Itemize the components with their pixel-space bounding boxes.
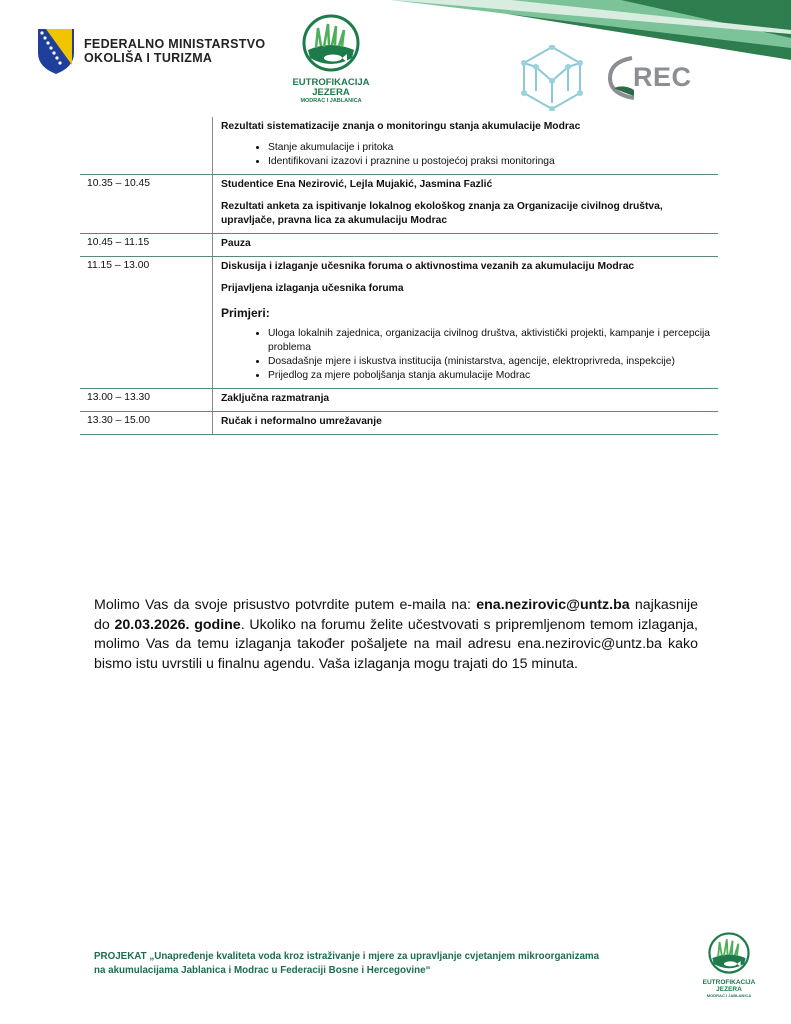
table-row	[80, 389, 718, 412]
agenda-title: Ručak i neformalno umrežavanje	[221, 416, 382, 427]
agenda-bullet-list	[221, 141, 710, 169]
rec-logo	[606, 54, 692, 100]
agenda-subtitle: Rezultati sistematizacije znanja o monitoringu stanja akumulacije Modrac	[221, 121, 581, 132]
agenda-time	[80, 117, 213, 175]
footer-project-line2: na akumulacijama Jablanica i Modrac u Federaciji Bosne i Hercegovine“	[94, 964, 431, 976]
agenda-content	[213, 412, 719, 435]
umf-network-logo-icon	[520, 45, 584, 111]
agenda-table	[80, 117, 718, 435]
ministry-name-line2: OKOLIŠA I TURIZMA	[84, 51, 213, 65]
rec-logo-text: REC	[633, 61, 692, 92]
agenda-subtitle: Rezultati anketa za ispitivanje lokalnog ekološkog znanja za Organizacije civilnog društva, upravljače, pravna lica za akumulaciju Modrac	[221, 201, 663, 226]
agenda-title: Studentice Ena Nezirović, Lejla Mujakić, Jasmina Fazlić	[221, 179, 493, 190]
table-row	[80, 412, 718, 435]
agenda-time: 10.35 – 10.45	[80, 175, 213, 234]
footer-project-logo	[697, 932, 761, 998]
list-item: • Stanje akumulacije i pritoka	[268, 141, 710, 155]
confirmation-text-2: najkasnije do	[94, 597, 698, 633]
confirmation-deadline: 20.03.2026. godine	[114, 616, 241, 633]
list-item: • Prijedlog za mjere poboljšanja stanja akumulacije Modrac	[268, 369, 710, 383]
project-logo-line1: EUTROFIKACIJA	[292, 77, 370, 88]
agenda-content	[213, 257, 719, 389]
agenda-time: 10.45 – 11.15	[80, 234, 213, 257]
list-item: • Uloga lokalnih zajednica, organizacija civilnog društva, aktivistički projekti, kampanje i percepcija problema	[268, 327, 710, 355]
confirmation-paragraph	[94, 596, 698, 675]
bih-coat-of-arms-icon	[36, 27, 76, 75]
confirmation-text-3: . Ukoliko na forumu želite učestvovati s pripremljenom temom izlaganja, molimo Vas da temu izlaganja također pošaljete na mail adresu ena.nezirovic@untz.ba kako bismo istu uvrstili u finalnu agendu. Vaša izlaganja mogu trajati do 15 minuta.	[94, 616, 698, 673]
agenda-time: 11.15 – 13.00	[80, 257, 213, 389]
rec-swoosh-icon	[606, 54, 636, 100]
footer-logo-line1: EUTROFIKACIJA	[702, 979, 756, 986]
table-row	[80, 257, 718, 389]
confirmation-text-1: Molimo Vas da svoje prisustvo potvrdite putem e-maila na:	[94, 597, 477, 613]
header-corner-decoration	[391, 0, 791, 60]
lake-fish-logo-icon	[302, 14, 360, 72]
confirmation-email: ena.nezirovic@untz.ba	[476, 597, 630, 613]
lake-fish-logo-icon	[708, 932, 750, 974]
project-logo-line3: MODRAC I JABLANICA	[300, 98, 362, 104]
agenda-content	[213, 117, 719, 175]
agenda-bullet-list	[221, 327, 710, 383]
agenda-content	[213, 234, 719, 257]
agenda-title: Pauza	[221, 238, 251, 249]
footer-project-title	[94, 950, 674, 977]
ministry-name-line1: FEDERALNO MINISTARSTVO	[84, 37, 266, 51]
list-item: • Identifikovani izazovi i praznine u postojećoj praksi monitoringa	[268, 155, 710, 169]
footer-logo-line3: MODRAC I JABLANICA	[706, 993, 752, 998]
examples-label: Primjeri:	[221, 306, 270, 320]
agenda-title: Zaključna razmatranja	[221, 393, 330, 404]
footer-project-line1: PROJEKAT „Unapređenje kvaliteta voda kroz istraživanje i mjere za upravljanje cvjetanjem mikroorganizama	[94, 951, 600, 962]
agenda-subtitle: Prijavljena izlaganja učesnika foruma	[221, 283, 404, 294]
project-logo-line2: JEZERA	[312, 87, 350, 98]
agenda-content	[213, 389, 719, 412]
table-row	[80, 117, 718, 175]
table-row	[80, 234, 718, 257]
table-row	[80, 175, 718, 234]
agenda-title: Diskusija i izlaganje učesnika foruma o aktivnostima vezanih za akumulaciju Modrac	[221, 261, 635, 272]
list-item: • Dosadašnje mjere i iskustva institucija (ministarstva, agencije, elektroprivreda, inspekcije)	[268, 355, 710, 369]
ministry-logo	[36, 27, 265, 75]
agenda-time: 13.00 – 13.30	[80, 389, 213, 412]
footer-logo-line2: JEZERA	[716, 986, 742, 993]
agenda-time: 13.30 – 15.00	[80, 412, 213, 435]
agenda-content	[213, 175, 719, 234]
project-logo	[291, 14, 371, 105]
